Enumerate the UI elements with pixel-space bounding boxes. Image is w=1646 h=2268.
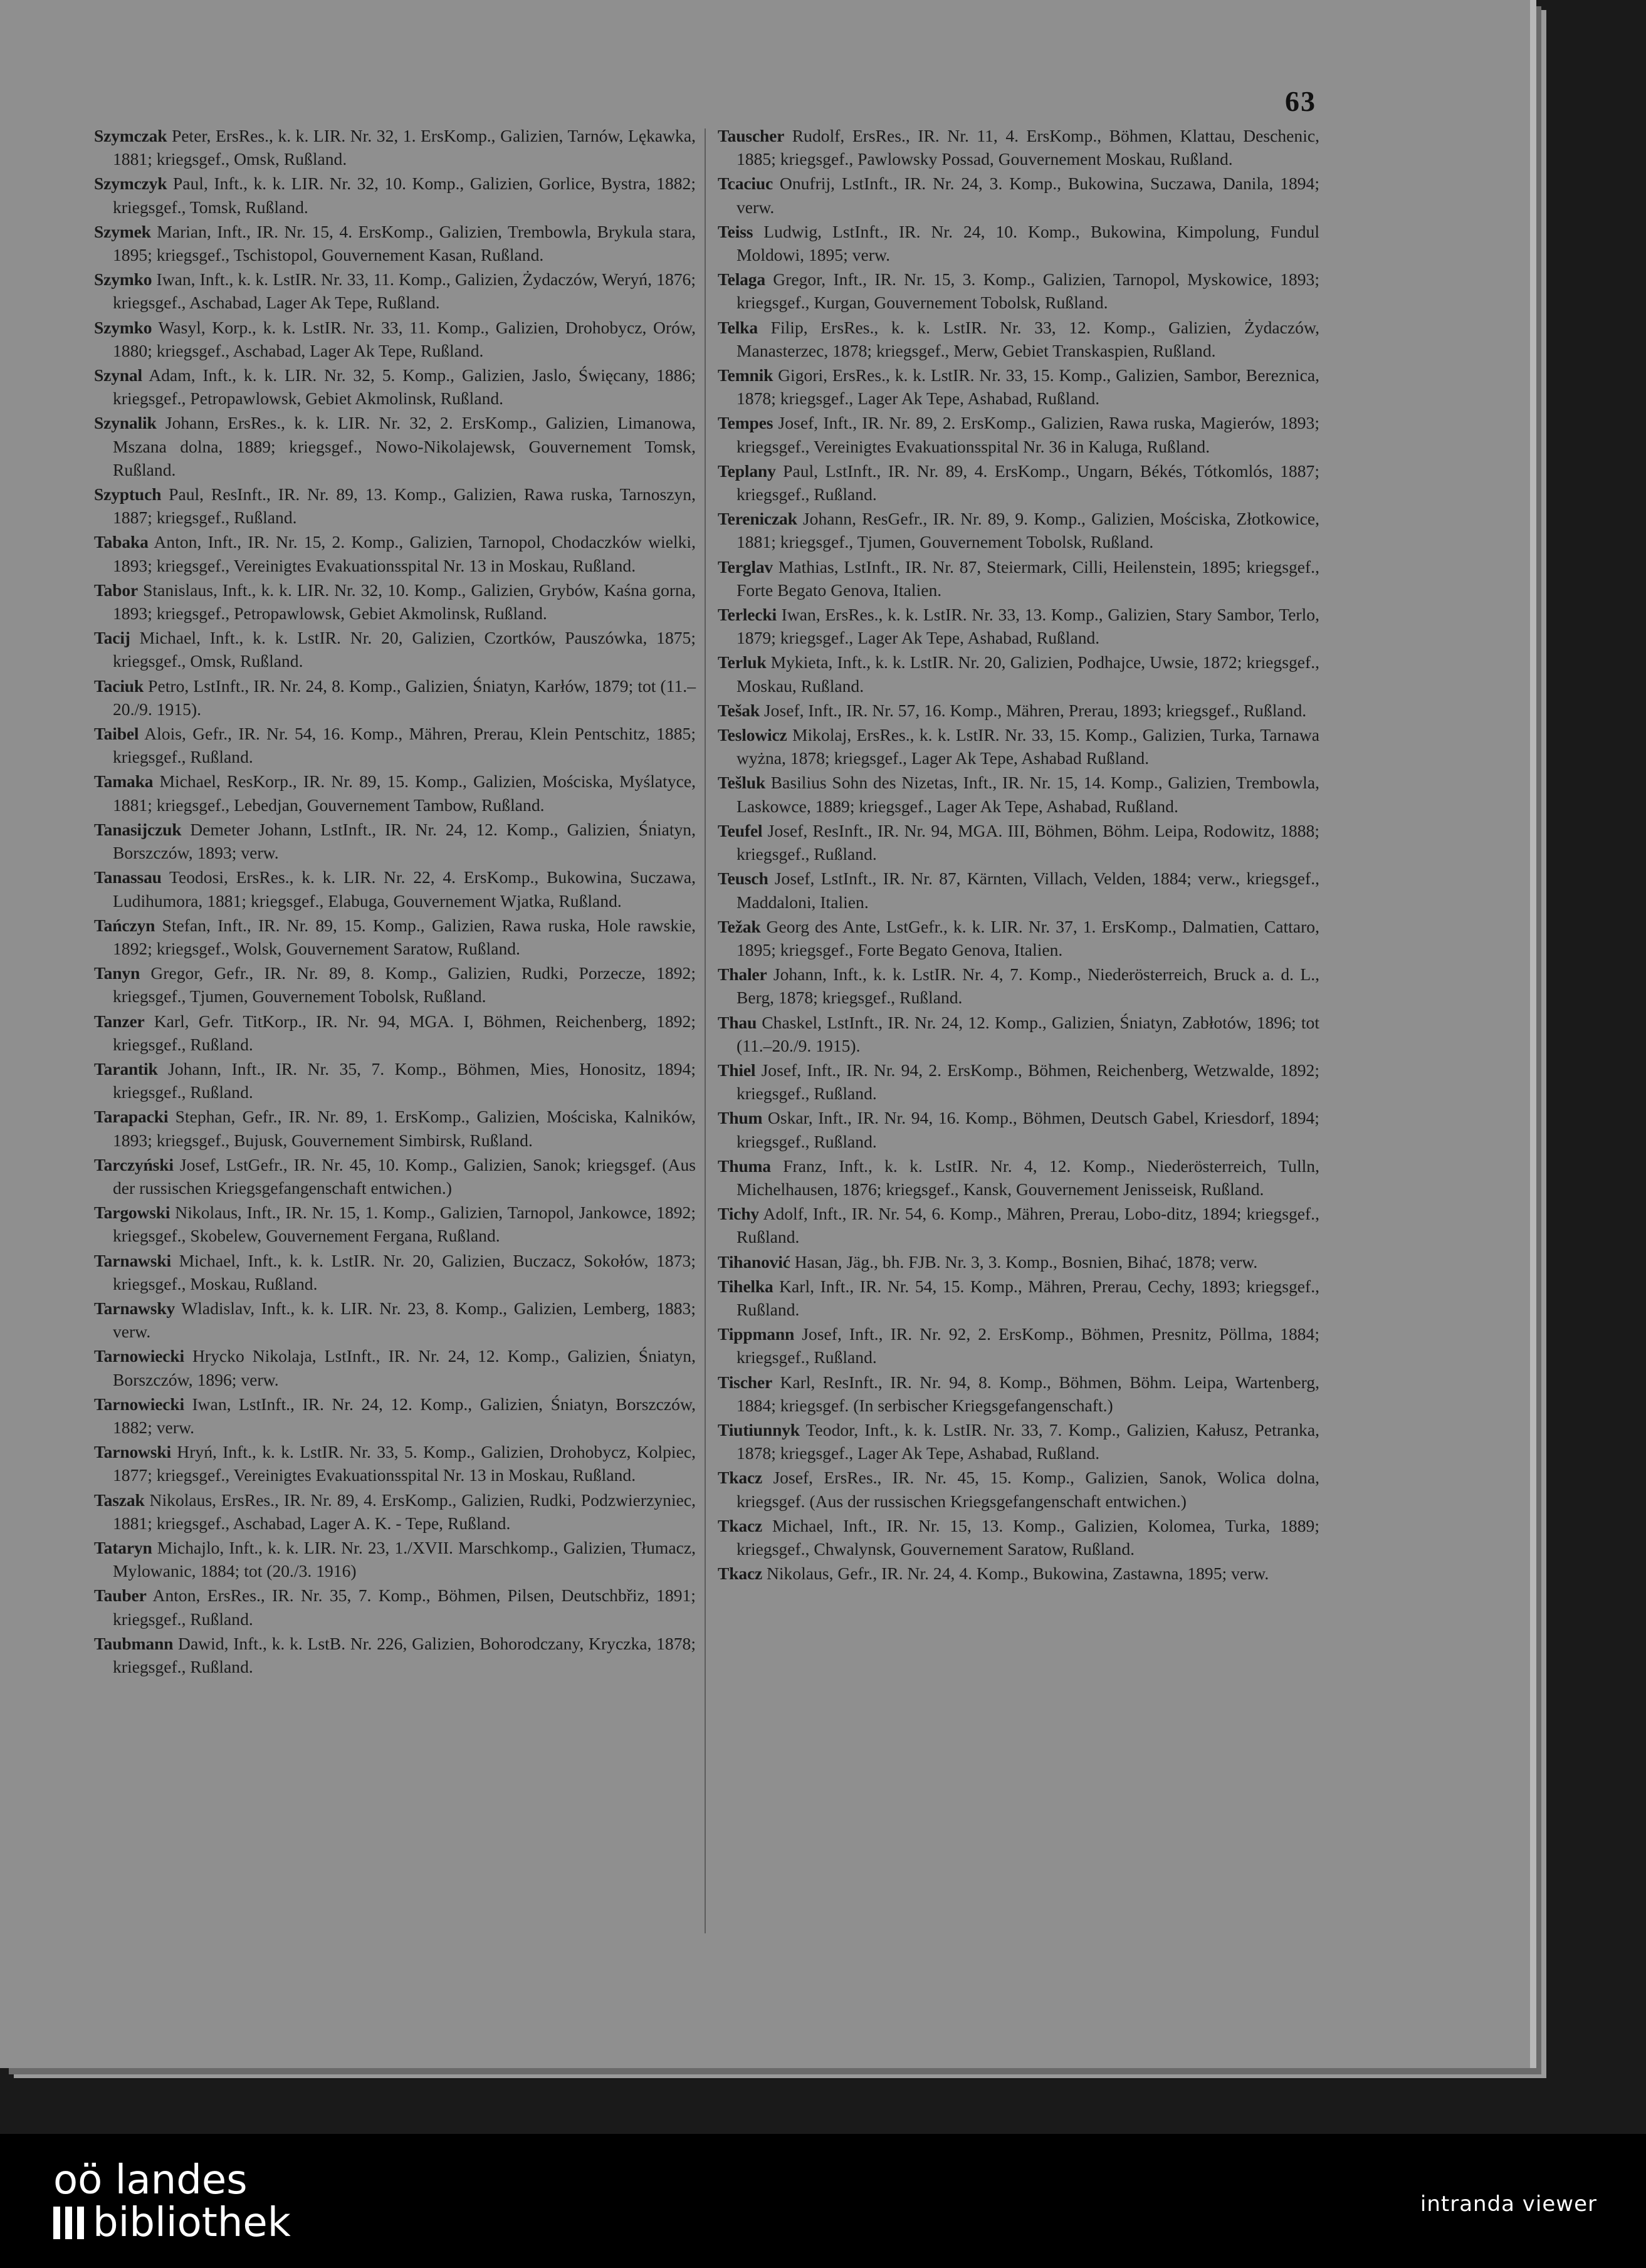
entry-surname: Tarapacki	[94, 1107, 169, 1127]
register-entry	[718, 220, 1319, 266]
entry-surname: Teplany	[718, 461, 776, 481]
entry-surname: Tichy	[718, 1204, 759, 1224]
entry-details: Michajlo, Inft., k. k. LIR. Nr. 23, 1./XVII. Marschkomp., Galizien, Tłumacz, Mylowanic, 1884; tot (20./3. 1916)	[113, 1537, 696, 1581]
entry-surname: Tauber	[94, 1586, 147, 1606]
entry-surname: Težak	[718, 916, 761, 936]
entry-surname: Szynalik	[94, 413, 157, 433]
entry-details: Michael, ResKorp., IR. Nr. 89, 15. Komp., Galizien, Mościska, Myślatyce, 1881; kriegsgef., Lebedjan, Gouvernement Tambow, Rußland.	[113, 771, 696, 815]
entry-surname: Teiss	[718, 221, 753, 241]
entry-details: Karl, ResInft., IR. Nr. 94, 8. Komp., Böhmen, Böhm. Leipa, Wartenberg, 1884; kriegsgef. (In serbischer Kriegsgefangenschaft.)	[737, 1372, 1319, 1415]
entry-surname: Telaga	[718, 269, 765, 290]
entry-surname: Tarnawski	[94, 1250, 171, 1270]
register-entry	[94, 363, 696, 410]
entry-surname: Thuma	[718, 1156, 771, 1176]
entry-surname: Tataryn	[94, 1537, 152, 1557]
entry-surname: Tanasijczuk	[94, 819, 182, 839]
entry-surname: Tanyn	[94, 963, 140, 983]
entry-details: Nikolaus, ErsRes., IR. Nr. 89, 4. ErsKomp., Galizien, Rudki, Podzwierzyniec, 1881; kriegsgef., Aschabad, Lager A. K. - Tepe, Rußland.	[113, 1490, 696, 1533]
entry-details: Mykieta, Inft., k. k. LstIR. Nr. 20, Galizien, Podhajce, Uwsie, 1872; kriegsgef., Moskau, Rußland.	[737, 652, 1319, 696]
entry-details: Josef, LstInft., IR. Nr. 87, Kärnten, Villach, Velden, 1884; verw., kriegsgef., Maddaloni, Italien.	[737, 869, 1319, 912]
entry-details: Johann, ErsRes., k. k. LIR. Nr. 32, 2. ErsKomp., Galizien, Limanowa, Mszana dolna, 1889; kriegsgef., Nowo-Nikolajewsk, Gouvernement Tomsk, Rußland.	[113, 413, 696, 479]
entry-surname: Taciuk	[94, 676, 144, 696]
entry-details: Hasan, Jäg., bh. FJB. Nr. 3, 3. Komp., Bosnien, Bihać, 1878; verw.	[794, 1252, 1258, 1272]
register-entry	[94, 1249, 696, 1295]
entry-surname: Taszak	[94, 1490, 145, 1510]
register-entry	[718, 651, 1319, 697]
register-entry	[718, 172, 1319, 218]
register-entry	[94, 1584, 696, 1630]
register-entry	[94, 1536, 696, 1582]
register-entry	[718, 363, 1319, 410]
entry-surname: Tkacz	[718, 1468, 763, 1488]
entry-surname: Thiel	[718, 1060, 756, 1080]
register-entry	[94, 1344, 696, 1391]
entry-details: Iwan, LstInft., IR. Nr. 24, 12. Komp., Galizien, Śniatyn, Borszczów, 1882; verw.	[113, 1394, 696, 1437]
entry-surname: Tacij	[94, 628, 130, 648]
entry-details: Mathias, LstInft., IR. Nr. 87, Steiermark, Cilli, Heilenstein, 1895; kriegsgef., Forte Begato Genova, Italien.	[737, 557, 1319, 600]
entry-surname: Taubmann	[94, 1633, 174, 1653]
entry-surname: Tereniczak	[718, 509, 797, 529]
library-logo[interactable]	[53, 2159, 291, 2244]
register-entry	[718, 1202, 1319, 1248]
register-entry	[718, 411, 1319, 457]
entry-details: Stephan, Gefr., IR. Nr. 89, 1. ErsKomp., Galizien, Mościska, Kalników, 1893; kriegsgef., Bujusk, Gouvernement Simbirsk, Rußland.	[113, 1107, 696, 1150]
entry-details: Chaskel, LstInft., IR. Nr. 24, 12. Komp., Galizien, Śniatyn, Zabłotów, 1896; tot (11.–20./9. 1915).	[737, 1012, 1319, 1055]
column-divider	[705, 128, 706, 1933]
entry-details: Petro, LstInft., IR. Nr. 24, 8. Komp., Galizien, Śniatyn, Karłów, 1879; tot (11.–20./9. 1915).	[113, 676, 696, 719]
entry-details: Paul, LstInft., IR. Nr. 89, 4. ErsKomp., Ungarn, Békés, Tótkomlós, 1887; kriegsgef., Rußland.	[737, 461, 1319, 504]
entry-surname: Tarnawsky	[94, 1298, 176, 1318]
register-entry	[718, 124, 1319, 170]
entry-surname: Tanassau	[94, 867, 162, 887]
entry-details: Josef, Inft., IR. Nr. 89, 2. ErsKomp., Galizien, Rawa ruska, Magierów, 1893; kriegsgef., Vereinigtes Evakuationsspital Nr. 36 in Kaluga, Rußland.	[737, 413, 1319, 456]
entry-details: Alois, Gefr., IR. Nr. 54, 16. Komp., Mähren, Prerau, Klein Pentschitz, 1885; kriegsgef., Rußland.	[113, 724, 696, 767]
register-entry	[94, 172, 696, 218]
entry-details: Marian, Inft., IR. Nr. 15, 4. ErsKomp., Galizien, Trembowla, Brykula stara, 1895; kriegsgef., Tschistopol, Gouvernement Kasan, Rußland.	[113, 221, 696, 265]
entry-details: Johann, Inft., IR. Nr. 35, 7. Komp., Böhmen, Mies, Honositz, 1894; kriegsgef., Rußland.	[113, 1058, 696, 1102]
register-entry	[718, 963, 1319, 1009]
entry-surname: Tiutiunnyk	[718, 1419, 800, 1440]
entry-surname: Tarnowski	[94, 1442, 171, 1462]
entry-details: Peter, ErsRes., k. k. LIR. Nr. 32, 1. ErsKomp., Galizien, Tarnów, Lękawka, 1881; kriegsgef., Omsk, Rußland.	[113, 126, 696, 169]
register-entry	[94, 530, 696, 577]
entry-details: Gregor, Inft., IR. Nr. 15, 3. Komp., Galizien, Tarnopol, Myskowice, 1893; kriegsgef., Kurgan, Gouvernement Tobolsk, Rußland.	[737, 269, 1319, 313]
entry-surname: Tempes	[718, 413, 773, 433]
register-entry	[718, 1371, 1319, 1417]
entry-surname: Tippmann	[718, 1324, 795, 1344]
entry-surname: Tauscher	[718, 126, 785, 145]
register-entry	[94, 770, 696, 816]
register-entry	[94, 914, 696, 960]
register-entry	[94, 1297, 696, 1343]
register-entry	[94, 626, 696, 672]
register-entry	[718, 771, 1319, 817]
entry-surname: Teufel	[718, 820, 763, 840]
left-column	[94, 124, 696, 1680]
entry-surname: Terglav	[718, 557, 773, 577]
entry-surname: Tihelka	[718, 1276, 773, 1296]
entry-details: Adolf, Inft., IR. Nr. 54, 6. Komp., Mähren, Prerau, Lobo-ditz, 1894; kriegsgef., Rußland.	[737, 1204, 1319, 1247]
entry-surname: Tanzer	[94, 1011, 145, 1031]
register-entry	[718, 459, 1319, 506]
entry-details: Iwan, ErsRes., k. k. LstIR. Nr. 33, 13. Komp., Galizien, Stary Sambor, Terlo, 1879; kriegsgef., Lager Ak Tepe, Ashabad, Rußland.	[737, 605, 1319, 648]
entry-surname: Terlecki	[718, 605, 777, 625]
entry-details: Teodor, Inft., k. k. LstIR. Nr. 33, 7. Komp., Galizien, Kałusz, Petranka, 1878; kriegsgef., Lager Ak Tepe, Ashabad, Rußland.	[737, 1419, 1319, 1463]
entry-details: Michael, Inft., k. k. LstIR. Nr. 20, Galizien, Buczacz, Sokołów, 1873; kriegsgef., Moskau, Rußland.	[113, 1250, 696, 1293]
entry-details: Josef, LstGefr., IR. Nr. 45, 10. Komp., Galizien, Sanok; kriegsgef. (Aus der russischen Kriegsgefangenschaft entwichen.)	[113, 1154, 696, 1198]
register-entry	[718, 1106, 1319, 1152]
entry-details: Gregor, Gefr., IR. Nr. 89, 8. Komp., Galizien, Rudki, Porzecze, 1892; kriegsgef., Tjumen, Gouvernement Tobolsk, Rußland.	[113, 963, 696, 1006]
register-entry	[94, 722, 696, 768]
entry-surname: Thaler	[718, 964, 767, 985]
register-entry	[94, 483, 696, 529]
logo-text-line2: bibliothek	[93, 2200, 291, 2246]
register-entry	[94, 961, 696, 1008]
register-entry	[718, 1011, 1319, 1057]
entry-details: Gigori, ErsRes., k. k. LstIR. Nr. 33, 15. Komp., Galizien, Sambor, Bereznica, 1878; kriegsgef., Lager Ak Tepe, Ashabad, Rußland.	[737, 365, 1319, 409]
entry-details: Filip, ErsRes., k. k. LstIR. Nr. 33, 12. Komp., Galizien, Żydaczów, Manasterzec, 1878; kriegsgef., Merw, Gebiet Transkaspien, Rußland.	[737, 317, 1319, 360]
register-entry	[718, 867, 1319, 913]
entry-details: Johann, ResGefr., IR. Nr. 89, 9. Komp., Galizien, Mościska, Złotkowice, 1881; kriegsgef., Tjumen, Gouvernement Tobolsk, Rußland.	[737, 509, 1319, 552]
entry-details: Johann, Inft., k. k. LstIR. Nr. 4, 7. Komp., Niederösterreich, Bruck a. d. L., Berg, 1878; kriegsgef., Rußland.	[737, 964, 1319, 1008]
entry-surname: Tabor	[94, 580, 139, 600]
register-entry	[94, 1632, 696, 1678]
entry-details: Hryń, Inft., k. k. LstIR. Nr. 33, 5. Komp., Galizien, Drohobycz, Kolpiec, 1877; kriegsgef., Vereinigtes Evakuationsspital Nr. 13 in Moskau, Rußland.	[113, 1442, 696, 1485]
entry-surname: Targowski	[94, 1203, 170, 1223]
register-entry	[94, 578, 696, 625]
entry-details: Paul, Inft., k. k. LIR. Nr. 32, 10. Komp., Galizien, Gorlice, Bystra, 1882; kriegsgef., Tomsk, Rußland.	[113, 174, 696, 217]
entry-details: Hrycko Nikolaja, LstInft., IR. Nr. 24, 12. Komp., Galizien, Śniatyn, Borszczów, 1896; verw.	[113, 1346, 696, 1389]
register-entry	[94, 1440, 696, 1487]
entry-surname: Tarnowiecki	[94, 1394, 184, 1414]
register-entry	[718, 1275, 1319, 1321]
entry-surname: Tarnowiecki	[94, 1346, 184, 1366]
register-entry	[718, 1154, 1319, 1201]
register-entry	[718, 915, 1319, 961]
entry-surname: Tkacz	[718, 1515, 763, 1535]
entry-surname: Tešluk	[718, 773, 766, 793]
entry-surname: Telka	[718, 317, 758, 337]
entry-surname: Tańczyn	[94, 915, 155, 935]
entry-details: Josef, ResInft., IR. Nr. 94, MGA. III, Böhmen, Böhm. Leipa, Rodowitz, 1888; kriegsgef., Rußland.	[737, 820, 1319, 864]
entry-details: Josef, Inft., IR. Nr. 94, 2. ErsKomp., Böhmen, Reichenberg, Wetzwalde, 1892; kriegsgef., Rußland.	[737, 1060, 1320, 1104]
register-entry	[718, 316, 1319, 362]
entry-surname: Tarczyński	[94, 1154, 174, 1174]
viewer-footer	[0, 2134, 1646, 2268]
entry-surname: Thau	[718, 1012, 757, 1032]
entry-surname: Szynal	[94, 365, 143, 385]
entry-surname: Terluk	[718, 652, 767, 672]
entry-surname: Tabaka	[94, 532, 149, 552]
register-entry	[718, 723, 1319, 770]
entry-surname: Szymko	[94, 269, 152, 290]
register-entry	[94, 1057, 696, 1104]
register-entry	[94, 1153, 696, 1199]
register-entry	[718, 1514, 1319, 1560]
entry-details: Anton, Inft., IR. Nr. 15, 2. Komp., Galizien, Tarnopol, Chodaczków wielki, 1893; kriegsgef., Vereinigtes Evakuationsspital Nr. 13 in Moskau, Rußland.	[113, 532, 696, 575]
entry-details: Franz, Inft., k. k. LstIR. Nr. 4, 12. Komp., Niederösterreich, Tulln, Michelhausen, 1876; kriegsgef., Kansk, Gouvernement Jenisseisk, Rußland.	[737, 1156, 1320, 1199]
entry-details: Nikolaus, Inft., IR. Nr. 15, 1. Komp., Galizien, Tarnopol, Jankowce, 1892; kriegsgef., Skobelew, Gouvernement Fergana, Rußland.	[113, 1203, 696, 1246]
entry-surname: Tihanović	[718, 1252, 790, 1272]
register-entry	[718, 555, 1319, 602]
register-entry	[718, 1322, 1319, 1369]
entry-details: Stanislaus, Inft., k. k. LIR. Nr. 32, 10. Komp., Galizien, Grybów, Kaśna gorna, 1893; kriegsgef., Petropawlowsk, Gebiet Akmolinsk, Rußland.	[113, 580, 696, 624]
page-number: 63	[1285, 85, 1316, 117]
entry-details: Karl, Inft., IR. Nr. 54, 15. Komp., Mähren, Prerau, Cechy, 1893; kriegsgef., Rußland.	[737, 1276, 1319, 1319]
register-entry	[94, 865, 696, 912]
entry-details: Mikolaj, ErsRes., k. k. LstIR. Nr. 33, 15. Komp., Galizien, Turka, Tarnawa wyżna, 1878; kriegsgef., Lager Ak Tepe, Ashabad Rußland.	[737, 725, 1320, 768]
register-entry	[94, 1201, 696, 1247]
entry-surname: Szymczyk	[94, 174, 167, 194]
entry-details: Anton, ErsRes., IR. Nr. 35, 7. Komp., Böhmen, Pilsen, Deutschbřiz, 1891; kriegsgef., Rußland.	[113, 1586, 696, 1629]
entry-details: Iwan, Inft., k. k. LstIR. Nr. 33, 11. Komp., Galizien, Żydaczów, Weryń, 1876; kriegsgef., Aschabad, Lager Ak Tepe, Rußland.	[113, 269, 696, 313]
entry-details: Georg des Ante, LstGefr., k. k. LIR. Nr. 37, 1. ErsKomp., Dalmatien, Cattaro, 1895; kriegsgef., Forte Begato Genova, Italien.	[737, 916, 1319, 959]
entry-details: Stefan, Inft., IR. Nr. 89, 15. Komp., Galizien, Rawa ruska, Hole rawskie, 1892; kriegsgef., Wolsk, Gouvernement Saratow, Rußland.	[113, 915, 696, 958]
entry-details: Adam, Inft., k. k. LIR. Nr. 32, 5. Komp., Galizien, Jaslo, Święcany, 1886; kriegsgef., Petropawlowsk, Gebiet Akmolinsk, Rußland.	[113, 365, 696, 409]
register-entry	[94, 316, 696, 362]
register-entry	[718, 603, 1319, 649]
register-entry	[718, 1466, 1319, 1512]
register-entry	[94, 1393, 696, 1439]
entry-details: Onufrij, LstInft., IR. Nr. 24, 3. Komp., Bukowina, Suczawa, Danila, 1894; verw.	[737, 174, 1319, 217]
entry-surname: Taibel	[94, 724, 139, 744]
register-entry	[94, 220, 696, 266]
entry-surname: Szymek	[94, 221, 151, 241]
register-entry	[718, 1058, 1319, 1105]
register-entry	[718, 1418, 1319, 1465]
entry-details: Demeter Johann, LstInft., IR. Nr. 24, 12. Komp., Galizien, Śniatyn, Borszczów, 1893; verw.	[113, 819, 696, 863]
register-entry	[718, 1250, 1319, 1273]
entry-surname: Tischer	[718, 1372, 772, 1392]
register-entry	[94, 411, 696, 481]
entry-surname: Tkacz	[718, 1564, 763, 1584]
register-entry	[94, 1010, 696, 1056]
register-entry	[94, 818, 696, 864]
entry-surname: Teusch	[718, 869, 768, 889]
entry-details: Michael, Inft., k. k. LstIR. Nr. 20, Galizien, Czortków, Pauszówka, 1875; kriegsgef., Omsk, Rußland.	[113, 628, 696, 671]
register-entry	[94, 1488, 696, 1535]
entry-details: Teodosi, ErsRes., k. k. LIR. Nr. 22, 4. ErsKomp., Bukowina, Suczawa, Ludihumora, 1881; kriegsgef., Elabuga, Gouvernement Wjatka, Rußland.	[113, 867, 696, 911]
entry-details: Ludwig, LstInft., IR. Nr. 24, 10. Komp., Bukowina, Kimpolung, Fundul Moldowi, 1895; verw.	[737, 221, 1319, 265]
entry-details: Josef, Inft., IR. Nr. 57, 16. Komp., Mähren, Prerau, 1893; kriegsgef., Rußland.	[763, 700, 1307, 720]
entry-surname: Szymko	[94, 317, 152, 337]
entry-details: Paul, ResInft., IR. Nr. 89, 13. Komp., Galizien, Rawa ruska, Tarnoszyn, 1887; kriegsgef., Rußland.	[113, 484, 696, 528]
entry-surname: Teslowicz	[718, 725, 787, 745]
entry-details: Rudolf, ErsRes., IR. Nr. 11, 4. ErsKomp., Böhmen, Klattau, Deschenic, 1885; kriegsgef., Pawlowsky Possad, Gouvernement Moskau, Rußland.	[737, 126, 1320, 169]
entry-details: Josef, Inft., IR. Nr. 92, 2. ErsKomp., Böhmen, Presnitz, Pöllma, 1884; kriegsgef., Rußland.	[737, 1324, 1320, 1367]
entry-details: Wasyl, Korp., k. k. LstIR. Nr. 33, 11. Komp., Galizien, Drohobycz, Orów, 1880; kriegsgef., Aschabad, Lager Ak Tepe, Rußland.	[113, 317, 696, 360]
logo-text-line1: oö landes	[53, 2157, 248, 2203]
entry-surname: Temnik	[718, 365, 773, 385]
entry-surname: Tešak	[718, 700, 760, 720]
entry-surname: Tcaciuc	[718, 174, 773, 194]
entry-surname: Thum	[718, 1108, 763, 1128]
register-entry	[718, 819, 1319, 865]
entry-details: Basilius Sohn des Nizetas, Inft., IR. Nr. 15, 14. Komp., Galizien, Trembowla, Laskowce, 1889; kriegsgef., Lager Ak Tepe, Ashabad, Rußland.	[737, 773, 1319, 816]
logo-bars-icon	[53, 2207, 84, 2239]
register-entry	[94, 674, 696, 721]
entry-surname: Szyptuch	[94, 484, 162, 504]
register-entry	[94, 1105, 696, 1151]
entry-surname: Szymczak	[94, 126, 167, 145]
right-column	[718, 124, 1319, 1586]
register-entry	[94, 268, 696, 314]
entry-details: Dawid, Inft., k. k. LstB. Nr. 226, Galizien, Bohorodczany, Kryczka, 1878; kriegsgef., Rußland.	[113, 1633, 696, 1676]
register-entry	[718, 699, 1319, 722]
entry-surname: Tamaka	[94, 771, 154, 792]
register-entry	[718, 1562, 1319, 1585]
entry-surname: Tarantik	[94, 1058, 158, 1079]
entry-details: Wladislav, Inft., k. k. LIR. Nr. 23, 8. Komp., Galizien, Lemberg, 1883; verw.	[113, 1298, 696, 1342]
register-entry	[94, 124, 696, 170]
entry-details: Oskar, Inft., IR. Nr. 94, 16. Komp., Böhmen, Deutsch Gabel, Kriesdorf, 1894; kriegsgef., Rußland.	[737, 1108, 1319, 1151]
register-entry	[718, 507, 1319, 553]
entry-details: Karl, Gefr. TitKorp., IR. Nr. 94, MGA. I, Böhmen, Reichenberg, 1892; kriegsgef., Rußland.	[113, 1011, 696, 1054]
entry-details: Nikolaus, Gefr., IR. Nr. 24, 4. Komp., Bukowina, Zastawna, 1895; verw.	[766, 1564, 1269, 1584]
viewer-name: intranda viewer	[1420, 2192, 1597, 2217]
entry-details: Michael, Inft., IR. Nr. 15, 13. Komp., Galizien, Kolomea, Turka, 1889; kriegsgef., Chwalynsk, Gouvernement Saratow, Rußland.	[737, 1515, 1319, 1559]
register-entry	[718, 268, 1319, 314]
entry-details: Josef, ErsRes., IR. Nr. 45, 15. Komp., Galizien, Sanok, Wolica dolna, kriegsgef. (Aus der russischen Kriegsgefangenschaft entwichen.)	[737, 1468, 1319, 1511]
